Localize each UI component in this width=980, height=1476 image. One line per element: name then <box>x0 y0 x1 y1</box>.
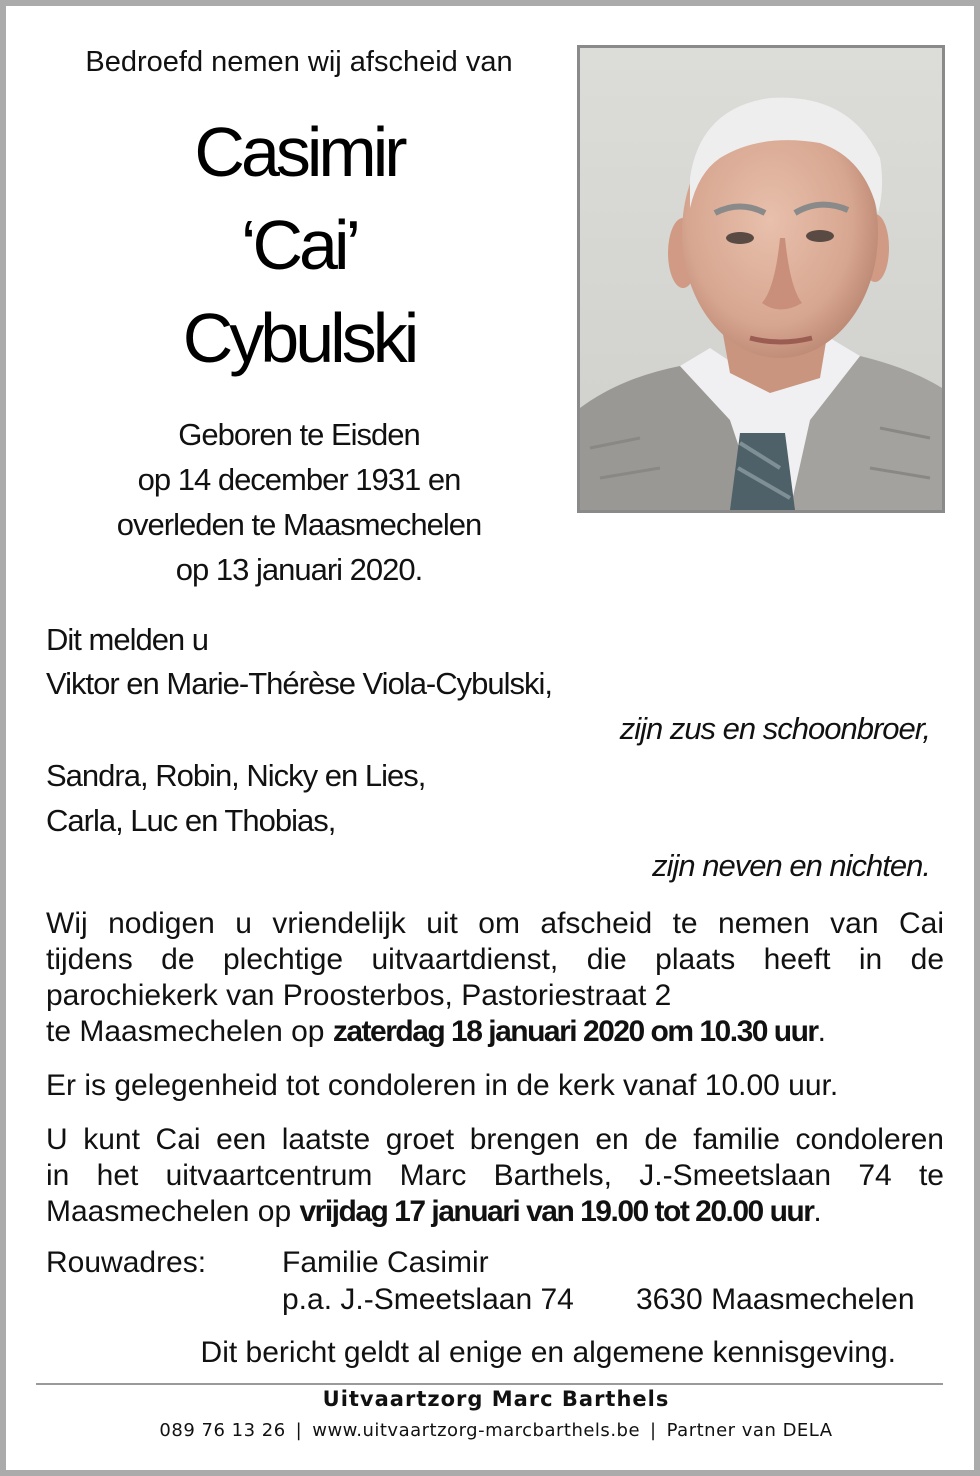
footer-contact <box>6 1420 980 1441</box>
portrait-illustration <box>580 48 942 510</box>
visitation-paragraph <box>46 1122 944 1230</box>
portrait-photo <box>577 45 945 513</box>
funeral-line-3: parochiekerk van Proosterbos, Pastoriestraat 2 <box>46 979 672 1012</box>
address-label: Rouwadres: <box>46 1246 207 1279</box>
visitation-line-3: Maasmechelen op vrijdag 17 januari van 19.00 tot 20.00 uur. <box>46 1195 822 1228</box>
funeral-line-4: te Maasmechelen op zaterdag 18 januari 2020 om 10.30 uur. <box>46 1015 826 1048</box>
footer-separator: | <box>295 1420 303 1441</box>
footer-divider <box>36 1383 943 1385</box>
intro-text: Bedroefd nemen wij afscheid van <box>85 46 513 78</box>
funeral-line-2: tijdens de plechtige uitvaartdienst, die plaats heeft in de <box>46 943 944 976</box>
visitation-line-2: in het uitvaartcentrum Marc Barthels, J.-Smeetslaan 74 te <box>46 1159 944 1192</box>
visitation-line-1: U kunt Cai een laatste groet brengen en de familie condoleren <box>46 1123 944 1156</box>
family-role-2: zijn neven en nichten. <box>652 848 930 883</box>
notice-text: Dit bericht geldt al enige en algemene kennisgeving. <box>200 1336 896 1369</box>
last-name: Cybulski <box>182 299 416 377</box>
funeral-paragraph <box>46 906 944 1050</box>
death-place: overleden te Maasmechelen <box>116 507 482 542</box>
partner-text: Partner van DELA <box>666 1420 833 1441</box>
condolence-text: Er is gelegenheid tot condoleren in de kerk vanaf 10.00 uur. <box>46 1069 839 1102</box>
phone-number: 089 76 13 26 <box>159 1420 286 1441</box>
death-date: op 13 januari 2020. <box>175 552 423 587</box>
funeral-line-1: Wij nodigen u vriendelijk uit om afscheid te nemen van Cai <box>46 907 944 940</box>
announce-intro: Dit melden u <box>46 622 209 657</box>
website-link[interactable]: www.uitvaartzorg-marcbarthels.be <box>312 1420 641 1441</box>
nickname: ‘Cai’ <box>240 206 358 284</box>
funeral-home-name: Uitvaartzorg Marc Barthels <box>322 1387 670 1411</box>
deceased-name <box>46 106 552 385</box>
address-street: p.a. J.-Smeetslaan 74 <box>282 1283 574 1316</box>
funeral-datetime: zaterdag 18 januari 2020 om 10.30 uur <box>332 1015 818 1048</box>
birth-date: op 14 december 1931 en <box>137 462 461 497</box>
address-city: 3630 Maasmechelen <box>636 1283 915 1316</box>
first-name: Casimir <box>194 113 404 191</box>
birth-place: Geboren te Eisden <box>178 417 420 452</box>
family-group-2-line-2: Carla, Luc en Thobias, <box>46 803 336 838</box>
life-dates <box>46 412 552 592</box>
family-group-1: Viktor en Marie-Thérèse Viola-Cybulski, <box>46 666 553 701</box>
address-name: Familie Casimir <box>282 1246 489 1279</box>
family-role-1: zijn zus en schoonbroer, <box>619 711 930 746</box>
visitation-datetime: vrijdag 17 januari van 19.00 tot 20.00 uur <box>299 1195 814 1228</box>
footer-separator: | <box>650 1420 657 1441</box>
family-group-2-line-1: Sandra, Robin, Nicky en Lies, <box>46 758 426 793</box>
